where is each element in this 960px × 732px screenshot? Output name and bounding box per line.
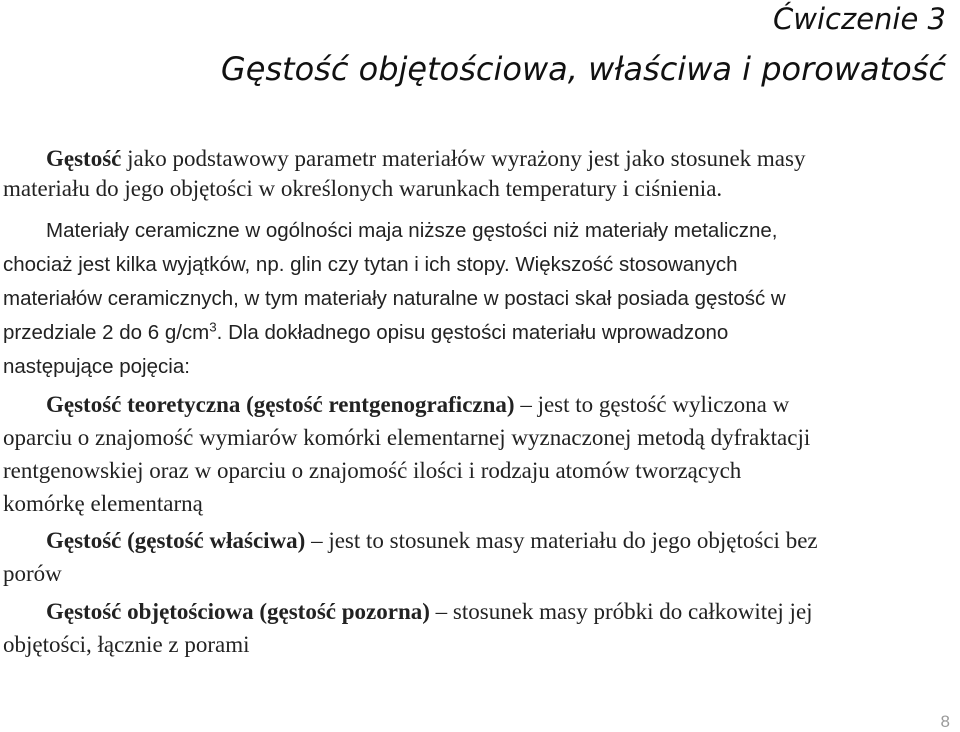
definition-1-text: – jest to gęstość wyliczona w — [514, 392, 790, 417]
page-title: Gęstość objętościowa, właściwa i porowatość — [220, 50, 946, 88]
intro-line-2: materiału do jego objętości w określonych warunkach temperatury i ciśnienia. — [3, 176, 723, 201]
page-number: 8 — [940, 712, 950, 731]
definition-1-line-4: komórkę elementarną — [3, 491, 203, 516]
paragraph2-line-4 — [3, 316, 728, 350]
definition-2-line-2: porów — [3, 561, 62, 586]
paragraph2-line-4-rest: . Dla dokładnego opisu gęstości materiału wprowadzono — [216, 321, 729, 344]
definition-1-line-1 — [3, 388, 789, 422]
intro-term: Gęstość — [46, 146, 122, 171]
definition-1-line-3: rentgenowskiej oraz w oparciu o znajomość ilości i rodzaju atomów tworzących — [3, 458, 742, 483]
definition-3-line-2: objętości, łącznie z porami — [3, 632, 250, 657]
definition-3-term: Gęstość objętościowa (gęstość pozorna) — [46, 599, 430, 624]
unit-superscript: 3 — [209, 319, 217, 335]
exercise-label: Ćwiczenie 3 — [773, 2, 946, 36]
definition-3-text: – stosunek masy próbki do całkowitej jej — [429, 599, 813, 624]
definition-2-term: Gęstość (gęstość właściwa) — [46, 528, 306, 553]
intro-line-1 — [3, 142, 805, 176]
definition-1-line-2: oparciu o znajomość wymiarów komórki elementarnej wyznaczonej metodą dyfraktacji — [3, 425, 811, 450]
definition-2-line-1 — [3, 524, 818, 558]
paragraph2-line-3: materiałów ceramicznych, w tym materiały naturalne w postaci skał posiada gęstość w — [3, 287, 786, 310]
definition-1-term: Gęstość teoretyczna (gęstość rentgenograficzna) — [46, 392, 515, 417]
intro-line-1-text: jako podstawowy parametr materiałów wyrażony jest jako stosunek masy — [121, 146, 806, 171]
paragraph2-line-1: Materiały ceramiczne w ogólności maja niższe gęstości niż materiały metaliczne, — [46, 219, 778, 242]
paragraph2-line-2: chociaż jest kilka wyjątków, np. glin czy tytan i ich stopy. Większość stosowanych — [3, 253, 738, 276]
paragraph2-line-5: następujące pojęcia: — [3, 355, 190, 378]
density-range-text: przedziale 2 do 6 g/cm — [3, 321, 210, 344]
definition-2-text: – jest to stosunek masy materiału do jego objętości bez — [305, 528, 818, 553]
definition-3-line-1 — [3, 595, 813, 629]
